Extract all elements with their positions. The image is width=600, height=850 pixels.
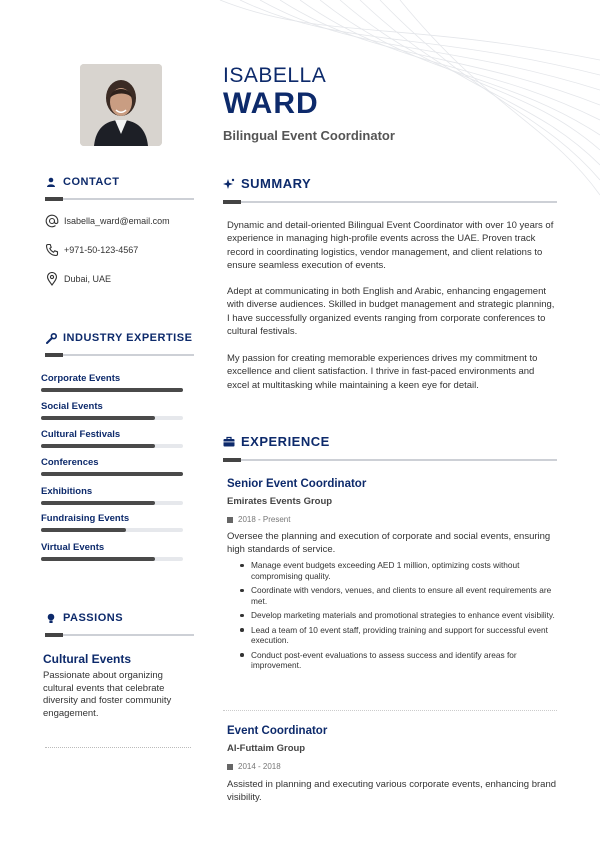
experience-divider: [223, 459, 557, 461]
summary-divider: [223, 201, 557, 203]
contact-heading: CONTACT: [45, 176, 119, 188]
phone-icon: [45, 243, 59, 257]
profile-photo: [80, 64, 162, 146]
briefcase-icon: [223, 436, 235, 448]
at-icon: [45, 214, 59, 228]
contact-location: [45, 272, 111, 286]
location-text: Dubai, UAE: [64, 274, 112, 284]
skill-item: [41, 429, 183, 448]
wrench-icon: [45, 332, 57, 344]
skill-item: [41, 401, 183, 420]
contact-email[interactable]: [45, 214, 170, 228]
list-item: Conduct post-event evaluations to assess success and identify areas for improvement.: [240, 650, 555, 671]
job-title: Bilingual Event Coordinator: [223, 128, 395, 143]
summary-paragraph: Adept at communicating in both English and Arabic, enhancing engagement with diverse audiences. Skilled in budget management and strategic planning, I have successfully organized events ranging from corporate conferences to cultural festivals.: [227, 286, 555, 337]
person-icon: [45, 176, 57, 188]
contact-divider: [45, 198, 194, 200]
job-role: Event Coordinator: [227, 725, 328, 737]
skill-label: Fundraising Events: [41, 513, 130, 524]
skill-item: [41, 486, 183, 505]
job-dates: 2018 - Present: [227, 515, 290, 524]
skill-bar: [41, 416, 183, 420]
email-text: Isabella_ward@email.com: [64, 216, 170, 226]
first-name: ISABELLA: [223, 64, 327, 87]
passions-divider: [45, 634, 194, 636]
skill-label: Corporate Events: [41, 373, 121, 384]
skill-label: Social Events: [41, 401, 103, 412]
passions-heading: PASSIONS: [45, 612, 123, 624]
expertise-divider: [45, 354, 194, 356]
passion-description: Passionate about organizing cultural events that celebrate diversity and foster community engagement.: [43, 670, 172, 719]
summary-paragraph: My passion for creating memorable experiences drives my commitment to excellence and client satisfaction. I thrive in fast-paced environments and excel at multitasking while maintaining a keen eye for detail.: [227, 353, 538, 391]
skill-label: Virtual Events: [41, 542, 105, 553]
list-item: Coordinate with vendors, venues, and clients to ensure all event requirements are met.: [240, 585, 555, 606]
skill-item: [41, 457, 183, 476]
skill-label: Exhibitions: [41, 486, 93, 497]
calendar-icon: [227, 764, 233, 770]
list-item: Manage event budgets exceeding AED 1 million, optimizing costs without compromising quality.: [240, 560, 555, 581]
job-description: Assisted in planning and executing various corporate events, enhancing brand visibility.: [227, 779, 557, 803]
passion-title: Cultural Events: [43, 652, 132, 666]
skill-label: Cultural Festivals: [41, 429, 121, 440]
skill-label: Conferences: [41, 457, 99, 468]
job-description: Oversee the planning and execution of corporate and social events, ensuring high standards of service.: [227, 531, 551, 555]
job-company: Al-Futtaim Group: [227, 743, 306, 754]
job-separator: [223, 710, 557, 711]
sparkle-icon: [223, 178, 235, 190]
experience-heading: EXPERIENCE: [223, 434, 330, 449]
skill-item: [41, 373, 183, 392]
job-role: Senior Event Coordinator: [227, 478, 367, 490]
skill-bar: [41, 557, 183, 561]
last-name: WARD: [223, 87, 319, 120]
list-item: Develop marketing materials and promotional strategies to enhance event visibility.: [240, 610, 555, 621]
calendar-icon: [227, 517, 233, 523]
skill-item: [41, 542, 183, 561]
skill-bar: [41, 388, 183, 392]
passion-separator: [45, 747, 191, 748]
summary-paragraph: Dynamic and detail-oriented Bilingual Event Coordinator with over 10 years of experience in managing high-profile events across the UAE. Proven track record in coordinating logistics, vendor management, and client relations to ensure seamless execution of events.: [227, 220, 554, 271]
expertise-heading: INDUSTRY EXPERTISE: [45, 332, 192, 344]
skill-bar: [41, 501, 183, 505]
lightbulb-icon: [45, 612, 57, 624]
phone-text: +971-50-123-4567: [64, 245, 139, 255]
skill-bar: [41, 472, 183, 476]
job-bullets: [240, 560, 555, 675]
list-item: Lead a team of 10 event staff, providing training and support for successful event execution.: [240, 625, 555, 646]
location-pin-icon: [45, 272, 59, 286]
contact-phone[interactable]: [45, 243, 138, 257]
skill-bar: [41, 528, 183, 532]
summary-heading: SUMMARY: [223, 176, 311, 191]
job-dates: 2014 - 2018: [227, 762, 281, 771]
skill-item: [41, 513, 183, 532]
skill-bar: [41, 444, 183, 448]
job-company: Emirates Events Group: [227, 496, 333, 507]
